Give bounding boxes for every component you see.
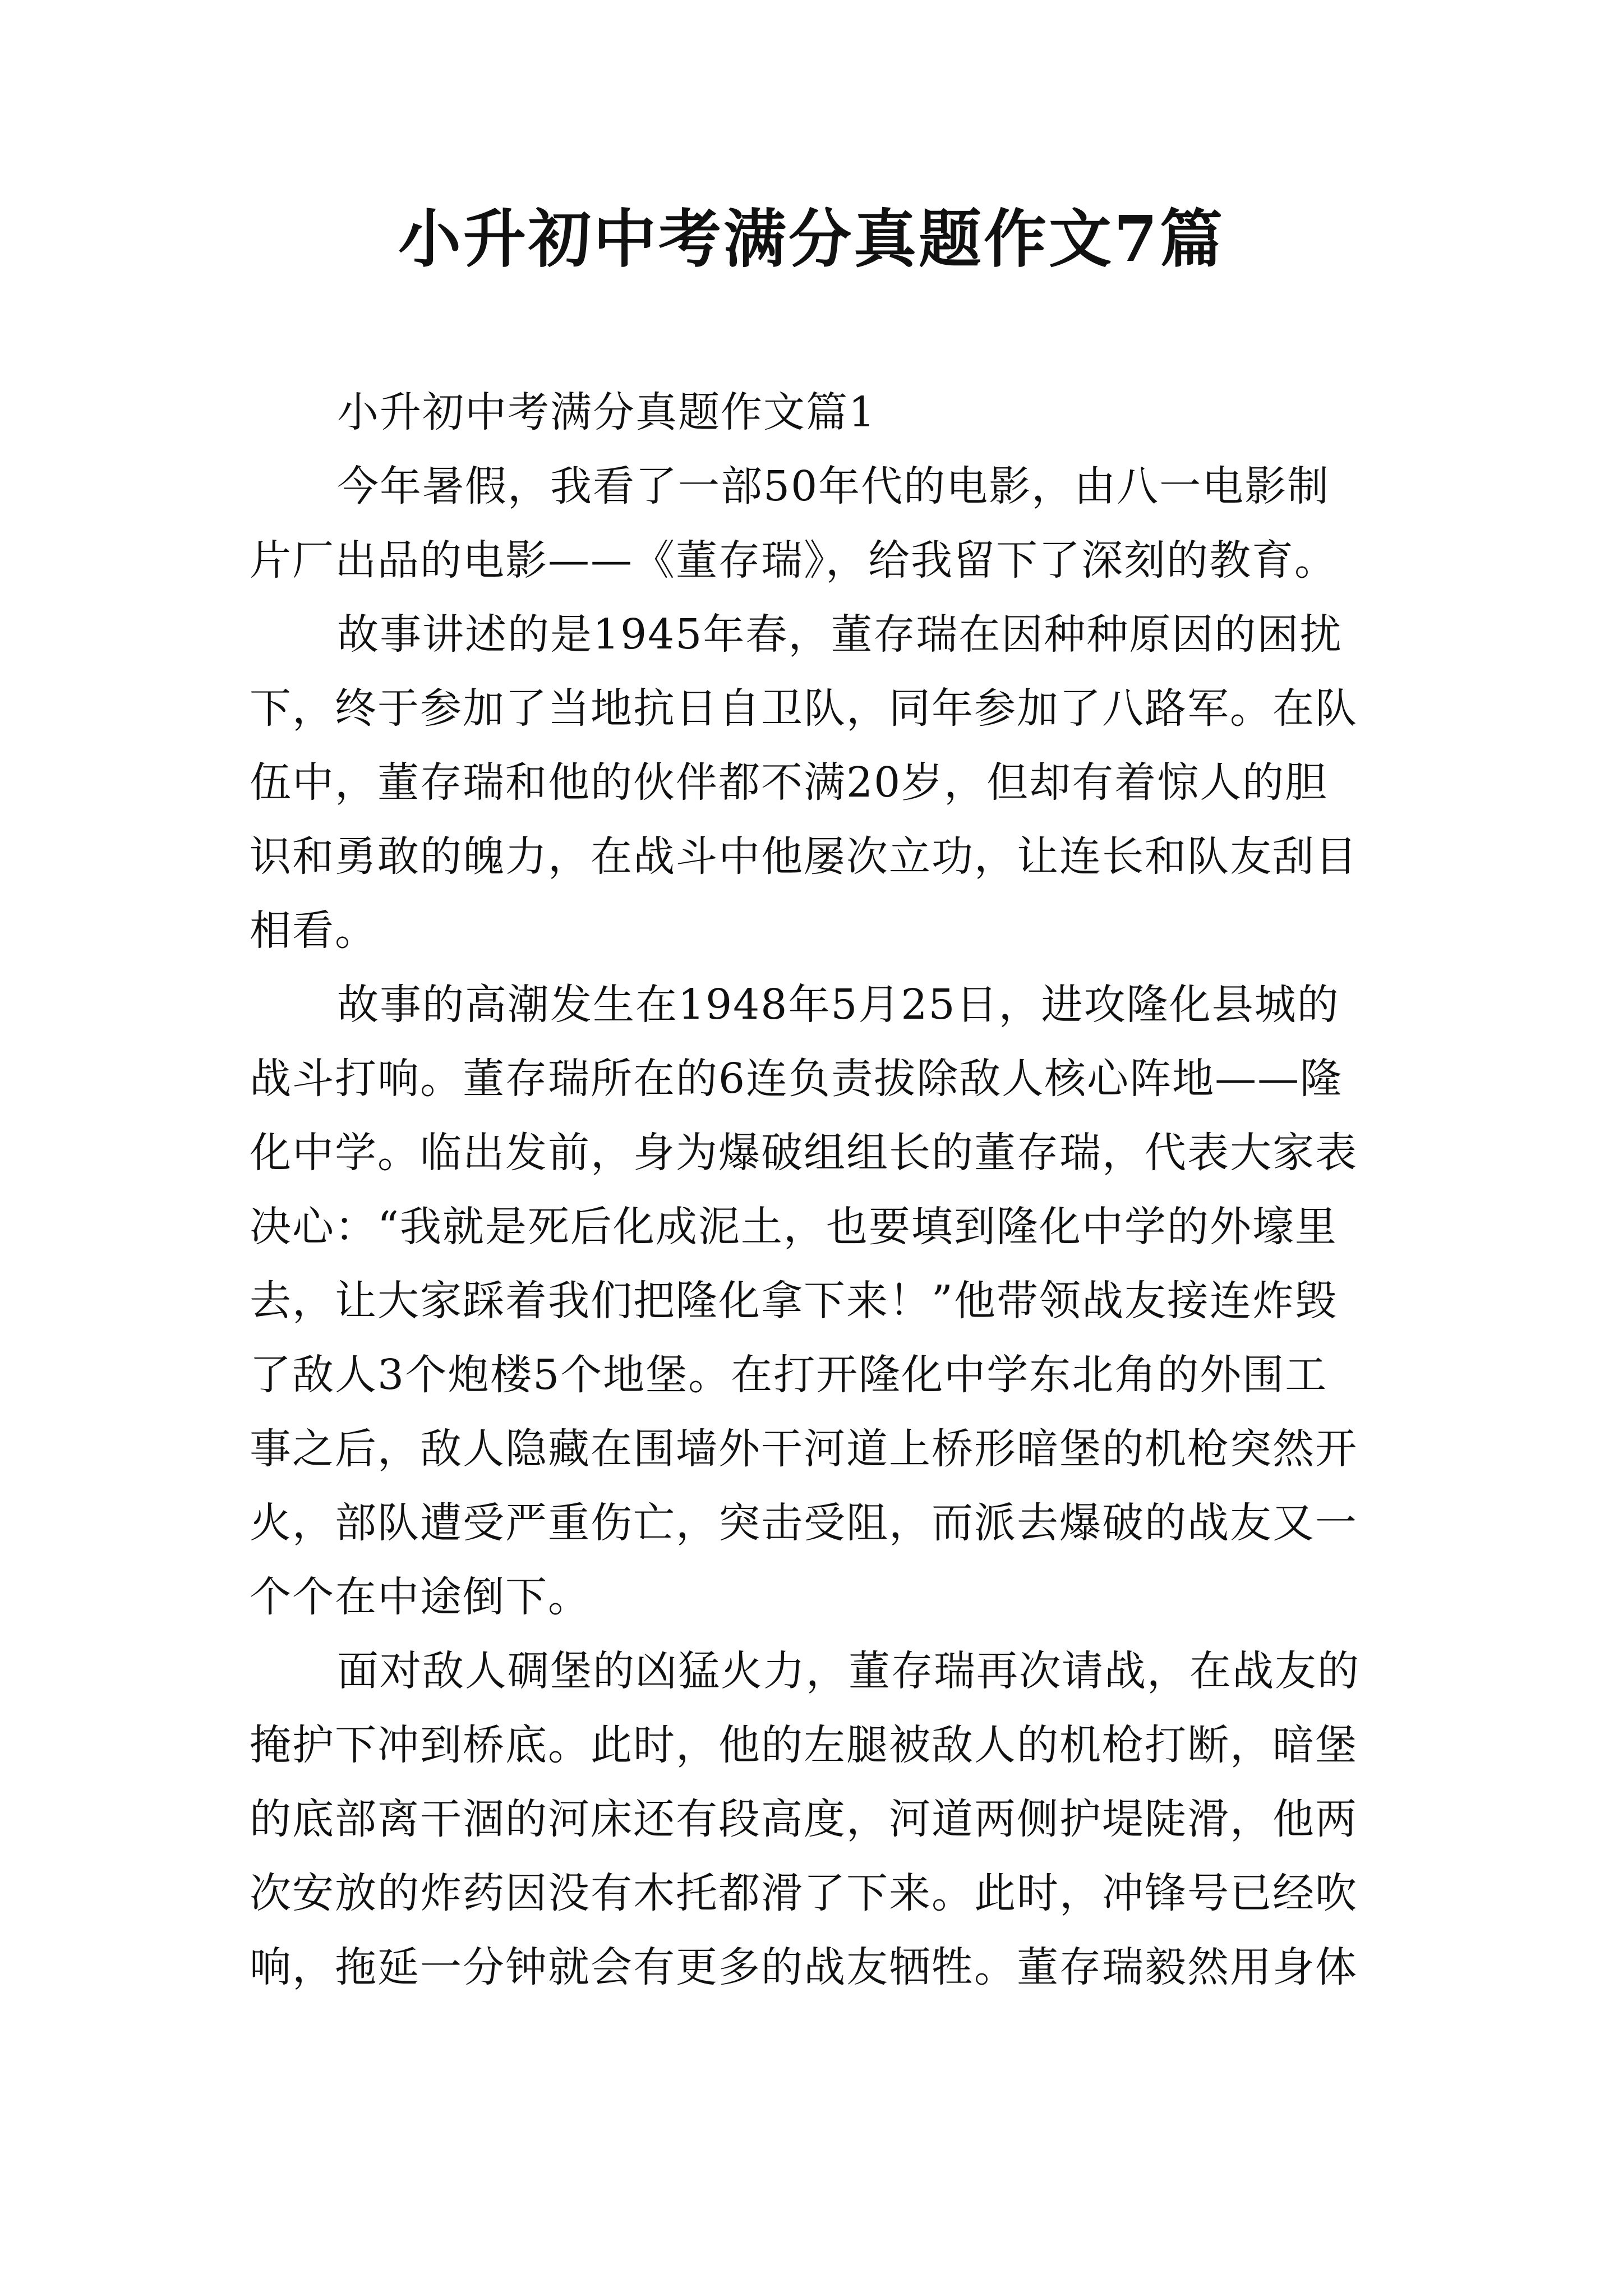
paragraph-line: 决心：“我就是死后化成泥土，也要填到隆化中学的外壕里 [250, 1203, 1338, 1251]
paragraph-line: 片厂出品的电影——《董存瑞》，给我留下了深刻的教育。 [250, 536, 1337, 585]
paragraph-line: 化中学。临出发前，身为爆破组组长的董存瑞，代表大家表 [250, 1129, 1358, 1177]
paragraph-line: 故事讲述的是1945年春，董存瑞在因种种原因的困扰 [337, 610, 1343, 659]
paragraph-line: 的底部离干涸的河床还有段高度，河道两侧护堤陡滑，他两 [250, 1795, 1358, 1843]
paragraph-line: 事之后，敌人隐藏在围墙外干河道上桥形暗堡的机枪突然开 [250, 1425, 1358, 1473]
paragraph-line: 伍中，董存瑞和他的伙伴都不满20岁，但却有着惊人的胆 [250, 758, 1328, 807]
paragraph-line: 今年暑假，我看了一部50年代的电影，由八一电影制 [337, 462, 1330, 510]
paragraph-line: 响，拖延一分钟就会有更多的战友牺牲。董存瑞毅然用身体 [250, 1943, 1358, 1991]
paragraph-line: 面对敌人碉堡的凶猛火力，董存瑞再次请战，在战友的 [337, 1647, 1360, 1695]
section-heading: 小升初中考满分真题作文篇1 [337, 388, 877, 436]
paragraph-line: 故事的高潮发生在1948年5月25日，进攻隆化县城的 [337, 981, 1340, 1029]
paragraph-line: 识和勇敢的魄力，在战斗中他屡次立功，让连长和队友刮目 [250, 832, 1358, 881]
paragraph-line: 下，终于参加了当地抗日自卫队，同年参加了八路军。在队 [250, 684, 1358, 733]
paragraph-line: 相看。 [250, 907, 377, 955]
document-title: 小升初中考满分真题作文7篇 [398, 203, 1225, 276]
paragraph-line: 掩护下冲到桥底。此时，他的左腿被敌人的机枪打断，暗堡 [250, 1721, 1358, 1769]
paragraph-line: 去，让大家踩着我们把隆化拿下来！”他带领战友接连炸毁 [250, 1277, 1338, 1325]
paragraph-line: 火，部队遭受严重伤亡，突击受阻，而派去爆破的战友又一 [250, 1499, 1358, 1547]
paragraph-line: 了敌人3个炮楼5个地堡。在打开隆化中学东北角的外围工 [250, 1351, 1328, 1399]
paragraph-line: 次安放的炸药因没有木托都滑了下来。此时，冲锋号已经吹 [250, 1869, 1358, 1917]
paragraph-line: 个个在中途倒下。 [250, 1573, 591, 1621]
paragraph-line: 战斗打响。董存瑞所在的6连负责拔除敌人核心阵地——隆 [250, 1055, 1343, 1103]
